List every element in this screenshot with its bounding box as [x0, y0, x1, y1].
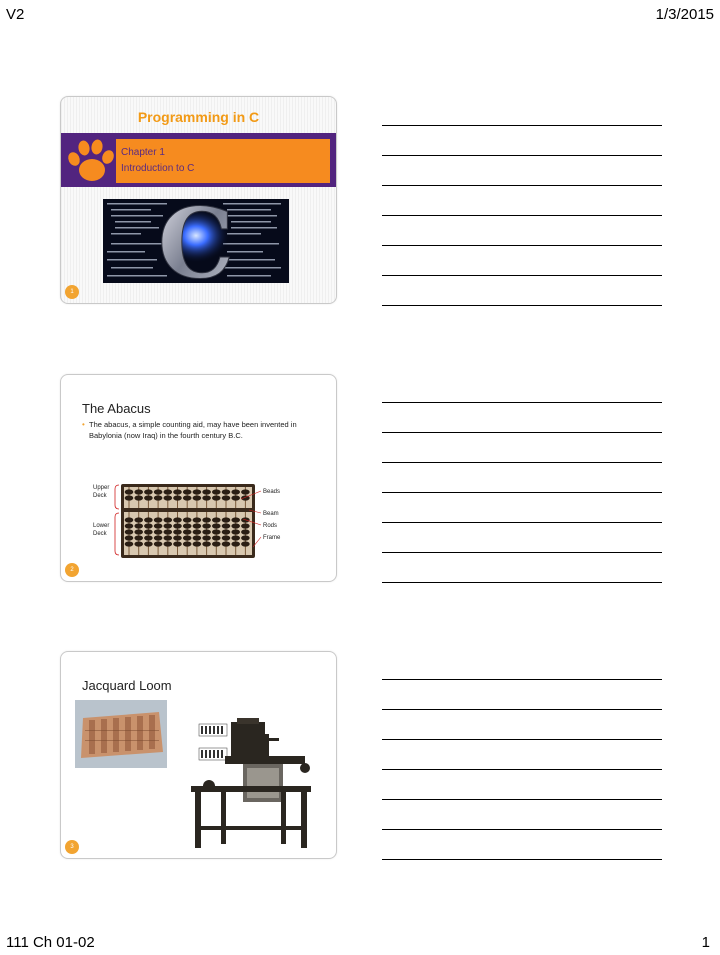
abacus-bead — [231, 541, 240, 546]
abacus-bead — [231, 529, 240, 534]
abacus-bead — [202, 541, 211, 546]
note-line — [382, 462, 662, 463]
abacus-bead — [154, 495, 163, 500]
slide-2-title: The Abacus — [82, 401, 151, 416]
abacus-bead — [202, 523, 211, 528]
abacus-bead — [183, 541, 192, 546]
abacus-bead — [183, 523, 192, 528]
abacus-bead — [222, 517, 231, 522]
abacus-bead — [134, 535, 143, 540]
slide-3-number: 3 — [65, 840, 79, 854]
abacus-bead — [125, 541, 134, 546]
abacus-bead — [193, 489, 202, 494]
abacus-bead — [154, 523, 163, 528]
slide-2-bullet — [82, 419, 319, 441]
note-line — [382, 829, 662, 830]
note-line — [382, 432, 662, 433]
abacus-bead — [193, 529, 202, 534]
abacus-bead — [241, 529, 250, 534]
abacus-bead — [164, 495, 173, 500]
note-line — [382, 492, 662, 493]
note-line — [382, 522, 662, 523]
abacus-bead — [125, 489, 134, 494]
abacus-bead — [202, 517, 211, 522]
label-upper-deck-1: Upper — [93, 485, 110, 491]
abacus-bead — [212, 541, 221, 546]
slide-2 — [60, 374, 337, 582]
abacus-bead — [154, 541, 163, 546]
slide-1-subtitle-line-1: Chapter 1 — [121, 147, 165, 158]
slide-3 — [60, 651, 337, 859]
abacus-bead — [212, 529, 221, 534]
note-line — [382, 402, 662, 403]
note-line — [382, 709, 662, 710]
abacus-diagram — [91, 481, 297, 563]
slide-3-title: Jacquard Loom — [82, 678, 172, 693]
abacus-bead — [134, 529, 143, 534]
abacus-bead — [125, 535, 134, 540]
abacus-bead — [144, 495, 153, 500]
abacus-bead — [134, 495, 143, 500]
abacus-bead — [164, 523, 173, 528]
abacus-bead — [212, 495, 221, 500]
abacus-bead — [173, 517, 182, 522]
abacus-bead — [231, 535, 240, 540]
note-line — [382, 769, 662, 770]
abacus-bead — [212, 523, 221, 528]
abacus-bead — [125, 517, 134, 522]
note-line — [382, 155, 662, 156]
abacus-bead — [193, 523, 202, 528]
label-lower-deck-1: Lower — [93, 523, 110, 529]
note-line — [382, 859, 662, 860]
header-left: V2 — [6, 6, 25, 23]
abacus-bead — [241, 541, 250, 546]
abacus-bead — [164, 529, 173, 534]
abacus-bead — [154, 535, 163, 540]
abacus-bead — [222, 541, 231, 546]
abacus-bead — [134, 489, 143, 494]
header-date: 1/3/2015 — [655, 6, 714, 23]
footer-page-number: 1 — [701, 934, 710, 951]
note-line — [382, 679, 662, 680]
abacus-bead — [173, 535, 182, 540]
abacus-bead — [144, 535, 153, 540]
slide-1-subtitle-box — [116, 139, 330, 183]
note-line — [382, 245, 662, 246]
abacus-bead — [183, 489, 192, 494]
abacus-bead — [222, 495, 231, 500]
abacus-bead — [164, 489, 173, 494]
abacus-bead — [183, 517, 192, 522]
abacus-bead — [183, 535, 192, 540]
abacus-bead — [241, 523, 250, 528]
abacus-bead — [125, 523, 134, 528]
abacus-bead — [241, 489, 250, 494]
abacus-bead — [173, 541, 182, 546]
slide-2-number: 2 — [65, 563, 79, 577]
label-beam: Beam — [263, 511, 279, 517]
abacus-bead — [154, 489, 163, 494]
abacus-bead — [173, 529, 182, 534]
note-line — [382, 552, 662, 553]
abacus-bead — [231, 523, 240, 528]
note-line — [382, 185, 662, 186]
abacus-bead — [231, 495, 240, 500]
abacus-bead — [222, 535, 231, 540]
abacus-bead — [202, 495, 211, 500]
note-line — [382, 799, 662, 800]
footer-course: 111 Ch 01-02 — [6, 934, 95, 951]
note-line — [382, 125, 662, 126]
slide-1-title: Programming in C — [137, 109, 260, 125]
abacus-bead — [231, 517, 240, 522]
abacus-bead — [183, 495, 192, 500]
slide-1-subtitle-line-2: Introduction to C — [121, 163, 195, 174]
c-language-graphic — [103, 199, 289, 283]
abacus-bead — [193, 495, 202, 500]
abacus-bead — [193, 541, 202, 546]
abacus-bead — [202, 529, 211, 534]
abacus-bead — [241, 535, 250, 540]
abacus-bead — [144, 489, 153, 494]
abacus-bead — [144, 517, 153, 522]
abacus-bead — [164, 517, 173, 522]
abacus-bead — [125, 529, 134, 534]
abacus-bead — [202, 489, 211, 494]
abacus-bead — [154, 517, 163, 522]
abacus-bead — [193, 517, 202, 522]
abacus-bead — [173, 523, 182, 528]
slide-1-number: 1 — [65, 285, 79, 299]
bullet-icon: • — [82, 420, 85, 429]
abacus-bead — [134, 517, 143, 522]
abacus-bead — [212, 489, 221, 494]
note-line — [382, 215, 662, 216]
abacus-bead — [222, 529, 231, 534]
abacus-bead — [144, 529, 153, 534]
abacus-bead — [212, 535, 221, 540]
abacus-bead — [212, 517, 221, 522]
abacus-bead — [202, 535, 211, 540]
svg-text:C: C — [157, 199, 235, 283]
abacus-bead — [173, 489, 182, 494]
abacus-bead — [134, 523, 143, 528]
note-line — [382, 275, 662, 276]
abacus-bead — [222, 523, 231, 528]
abacus-bead — [144, 523, 153, 528]
jacquard-loom-machine — [181, 714, 321, 852]
label-rods: Rods — [263, 523, 278, 529]
label-lower-deck-2: Deck — [93, 531, 107, 537]
note-line — [382, 739, 662, 740]
slide-2-bullet-text: The abacus, a simple counting aid, may have been invented in Babylonia (now Iraq) in the fourth century B.C. — [89, 420, 297, 440]
tiger-paw-logo — [65, 137, 115, 185]
abacus-bead — [231, 489, 240, 494]
abacus-bead — [164, 541, 173, 546]
label-frame: Frame — [263, 535, 281, 541]
abacus-bead — [144, 541, 153, 546]
note-line — [382, 305, 662, 306]
abacus-bead — [173, 495, 182, 500]
abacus-bead — [193, 535, 202, 540]
label-beads: Beads — [263, 489, 281, 495]
punched-cards-photo — [75, 700, 167, 768]
abacus-bead — [222, 489, 231, 494]
abacus-bead — [134, 541, 143, 546]
abacus-bead — [164, 535, 173, 540]
slide-1 — [60, 96, 337, 304]
abacus-bead — [125, 495, 134, 500]
abacus-bead — [183, 529, 192, 534]
label-upper-deck-2: Deck — [93, 493, 107, 499]
note-line — [382, 582, 662, 583]
abacus-bead — [154, 529, 163, 534]
